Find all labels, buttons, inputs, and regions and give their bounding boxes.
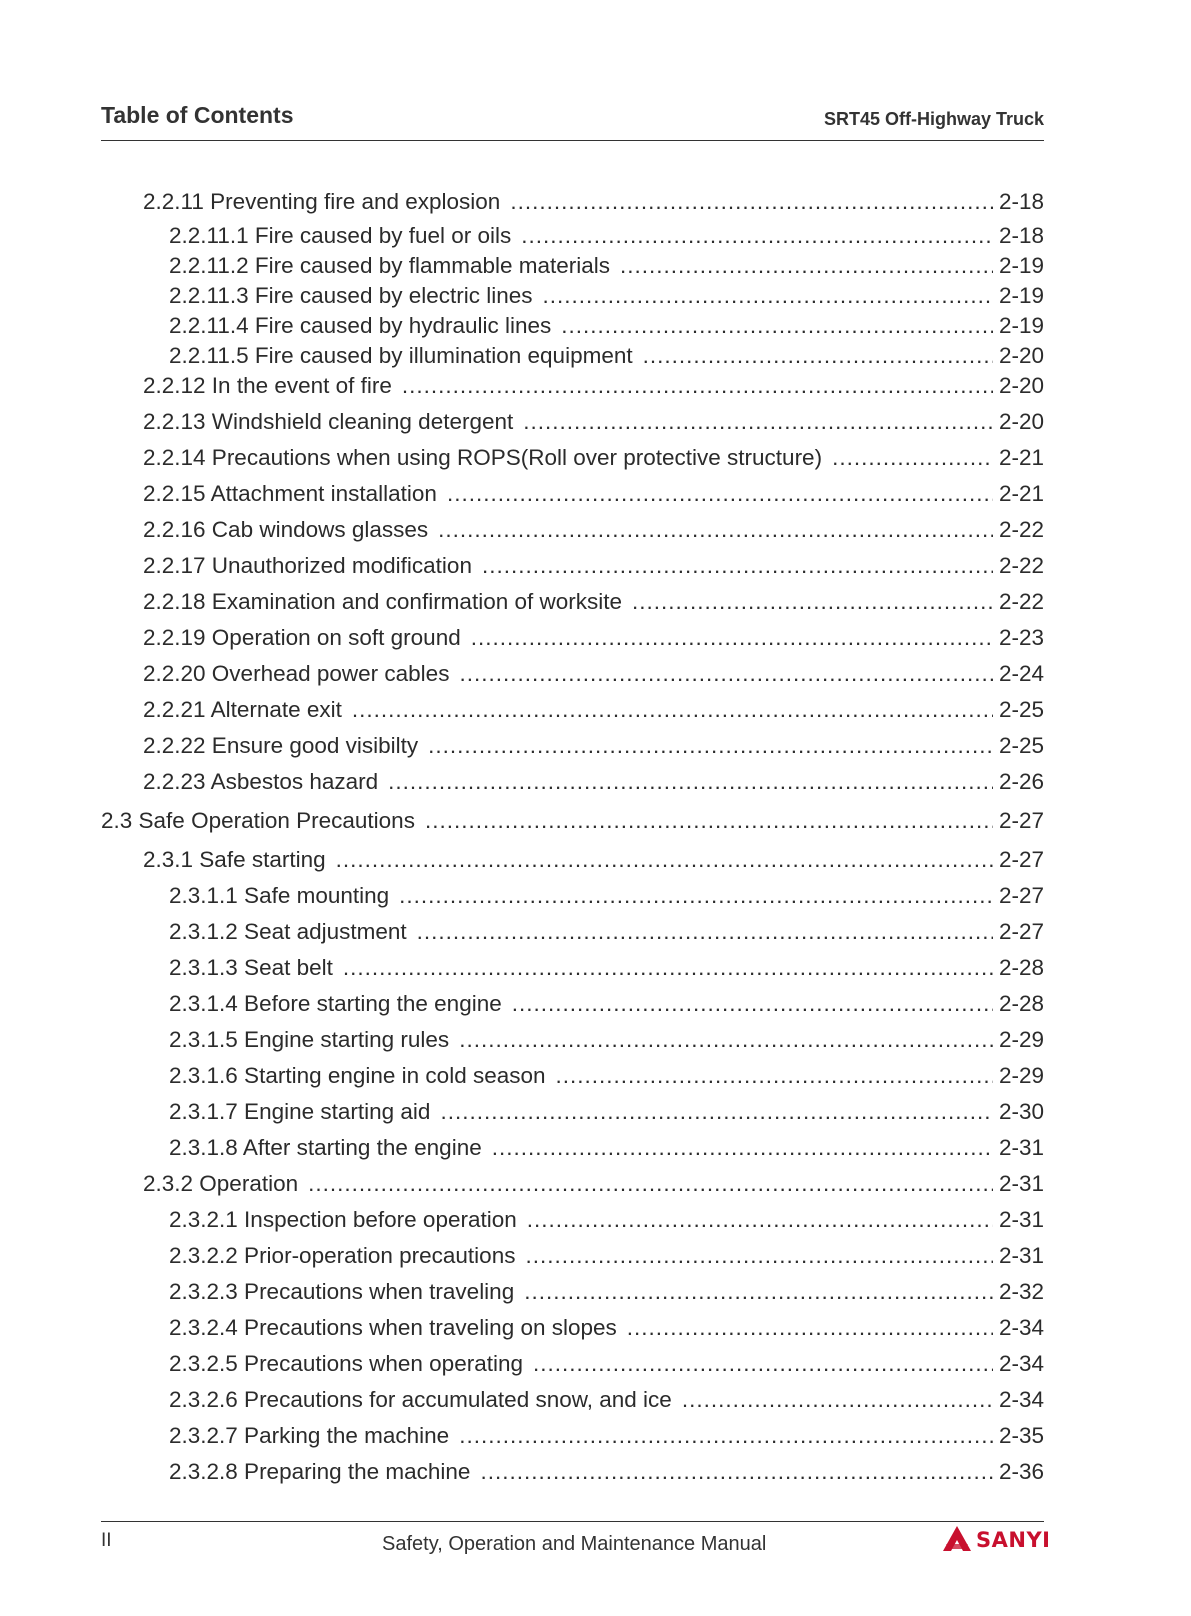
toc-entry-page: 2-29 [998,1027,1044,1052]
toc-leader-dots [480,1458,993,1486]
toc-entry[interactable] [169,1134,1044,1162]
toc-leader-dots [343,954,993,982]
toc-leader-dots [510,188,993,216]
toc-entry-page: 2-19 [998,283,1044,308]
toc-entry-page: 2-19 [998,253,1044,278]
toc-entry[interactable] [143,552,1044,580]
toc-entry-page: 2-34 [998,1315,1044,1340]
toc-entry-title: 2.2.16 Cab windows glasses [143,517,429,542]
manual-title: Safety, Operation and Maintenance Manual [382,1533,767,1555]
toc-leader-dots [492,1134,993,1162]
toc-entry-title: 2.3 Safe Operation Precautions [101,808,415,833]
toc-entry-title: 2.2.18 Examination and confirmation of worksite [143,589,623,614]
toc-entry-page: 2-20 [998,343,1044,368]
toc-entry-page: 2-35 [998,1423,1044,1448]
toc-entry-title: 2.2.19 Operation on soft ground [143,625,461,650]
toc-entry-title: 2.3.2.7 Parking the machine [169,1423,450,1448]
toc-entry-title: 2.3.2.1 Inspection before operation [169,1207,517,1232]
toc-leader-dots [521,222,993,250]
toc-leader-dots [399,882,993,910]
toc-entry-title: 2.3.1.6 Starting engine in cold season [169,1063,546,1088]
toc-entry[interactable] [169,1026,1044,1054]
toc-entry-title: 2.2.14 Precautions when using ROPS(Roll over protective structure) [143,445,823,470]
toc-leader-dots [440,1098,993,1126]
toc-leader-dots [620,252,993,280]
toc-entry-page: 2-34 [998,1387,1044,1412]
toc-entry[interactable] [169,882,1044,910]
toc-entry-title: 2.3.1.8 After starting the engine [169,1135,482,1160]
toc-entry-page: 2-25 [998,697,1044,722]
toc-entry-page: 2-36 [998,1459,1044,1484]
toc-entry[interactable] [143,188,1044,216]
toc-entry-title: 2.3.2.8 Preparing the machine [169,1459,471,1484]
header-divider [101,140,1044,141]
sanyi-emblem-icon [942,1525,972,1555]
toc-entry-title: 2.2.11.2 Fire caused by flammable materials [169,253,611,278]
toc-leader-dots [543,282,993,310]
toc-entry[interactable] [169,918,1044,946]
toc-entry[interactable] [169,1242,1044,1270]
toc-leader-dots [627,1314,993,1342]
footer-divider [101,1521,1044,1522]
toc-entry[interactable] [169,312,1044,340]
toc-entry-title: 2.3.1.5 Engine starting rules [169,1027,450,1052]
toc-entry-page: 2-23 [998,625,1044,650]
toc-entry-page: 2-34 [998,1351,1044,1376]
toc-leader-dots [556,1062,993,1090]
toc-leader-dots [425,807,993,835]
toc-entry-page: 2-31 [998,1171,1044,1196]
toc-entry-title: 2.2.11.1 Fire caused by fuel or oils [169,223,512,248]
toc-leader-dots [308,1170,993,1198]
toc-leader-dots [438,516,993,544]
toc-leader-dots [388,768,993,796]
toc-entry-page: 2-31 [998,1135,1044,1160]
toc-leader-dots [682,1386,993,1414]
toc-entry[interactable] [169,252,1044,280]
toc-leader-dots [459,1026,993,1054]
toc-leader-dots [402,372,993,400]
toc-entry-page: 2-27 [998,883,1044,908]
toc-leader-dots [523,408,993,436]
toc-entry-page: 2-24 [998,661,1044,686]
toc-entry-title: 2.3.1.4 Before starting the engine [169,991,502,1016]
toc-entry-title: 2.3.2 Operation [143,1171,299,1196]
toc-entry-title: 2.3.1.3 Seat belt [169,955,333,980]
toc-entry-page: 2-18 [998,223,1044,248]
toc-entry-page: 2-31 [998,1207,1044,1232]
toc-leader-dots [632,588,993,616]
toc-leader-dots [352,696,993,724]
toc-entry-title: 2.2.11.4 Fire caused by hydraulic lines [169,313,552,338]
toc-entry-title: 2.2.21 Alternate exit [143,697,342,722]
toc-entry[interactable] [169,1458,1044,1486]
brand-name: SANYI [976,1528,1051,1552]
toc-entry-title: 2.2.11.3 Fire caused by electric lines [169,283,533,308]
toc-entry[interactable] [169,222,1044,250]
toc-entry[interactable] [143,732,1044,760]
toc-entry-page: 2-32 [998,1279,1044,1304]
toc-entry-title: 2.2.22 Ensure good visibilty [143,733,419,758]
toc-entry[interactable] [169,954,1044,982]
toc-entry[interactable] [169,1278,1044,1306]
page-section-title: Table of Contents [101,102,294,128]
toc-entry-title: 2.3.2.4 Precautions when traveling on slopes [169,1315,617,1340]
toc-entry-page: 2-19 [998,313,1044,338]
toc-entry[interactable] [143,588,1044,616]
toc-entry-page: 2-21 [998,445,1044,470]
toc-leader-dots [561,312,993,340]
toc-entry-page: 2-25 [998,733,1044,758]
toc-entry-page: 2-22 [998,553,1044,578]
toc-entry-page: 2-18 [998,189,1044,214]
toc-entry[interactable] [143,444,1044,472]
toc-entry-page: 2-20 [998,373,1044,398]
toc-entry-title: 2.2.11 Preventing fire and explosion [143,189,501,214]
sanyi-logo [942,1525,1050,1555]
toc-entry[interactable] [169,1422,1044,1450]
toc-leader-dots [512,990,993,1018]
toc-entry[interactable] [143,480,1044,508]
toc-entry[interactable] [169,990,1044,1018]
toc-entry[interactable] [143,516,1044,544]
toc-entry[interactable] [169,1098,1044,1126]
toc-entry-page: 2-22 [998,517,1044,542]
toc-entry[interactable] [143,372,1044,400]
page-number: II [101,1530,112,1551]
toc-entry[interactable] [169,1206,1044,1234]
toc-entry-page: 2-27 [998,919,1044,944]
toc-entry[interactable] [169,282,1044,310]
toc-entry[interactable] [143,624,1044,652]
toc-entry-page: 2-22 [998,589,1044,614]
toc-entry[interactable] [143,660,1044,688]
toc-leader-dots [525,1242,992,1270]
toc-entry-title: 2.3.2.2 Prior-operation precautions [169,1243,516,1268]
toc-leader-dots [524,1278,993,1306]
toc-entry-title: 2.2.17 Unauthorized modification [143,553,472,578]
toc-entry-page: 2-27 [998,847,1044,872]
toc-entry-title: 2.2.13 Windshield cleaning detergent [143,409,514,434]
toc-entry-page: 2-20 [998,409,1044,434]
toc-entry[interactable] [143,408,1044,436]
toc-entry[interactable] [169,342,1044,370]
toc-entry[interactable] [101,807,1044,835]
toc-entry-page: 2-26 [998,769,1044,794]
toc-entry-title: 2.3.2.6 Precautions for accumulated snow, and ice [169,1387,672,1412]
toc-leader-dots [832,444,993,472]
toc-entry-title: 2.2.23 Asbestos hazard [143,769,379,794]
toc-entry-title: 2.2.11.5 Fire caused by illumination equipment [169,343,633,368]
toc-entry[interactable] [169,1314,1044,1342]
toc-leader-dots [459,660,993,688]
toc-leader-dots [459,1422,993,1450]
toc-entry[interactable] [143,768,1044,796]
toc-entry-page: 2-30 [998,1099,1044,1124]
toc-leader-dots [417,918,993,946]
toc-entry-title: 2.3.1.7 Engine starting aid [169,1099,431,1124]
toc-entry-title: 2.3.1 Safe starting [143,847,326,872]
toc-entry[interactable] [143,1170,1044,1198]
toc-leader-dots [428,732,993,760]
toc-entry-page: 2-31 [998,1243,1044,1268]
toc-leader-dots [527,1206,993,1234]
toc-entry-page: 2-28 [998,991,1044,1016]
document-product-title: SRT45 Off-Highway Truck [823,109,1044,129]
toc-entry[interactable] [169,1350,1044,1378]
toc-entry-page: 2-27 [998,808,1044,833]
toc-entry-title: 2.2.15 Attachment installation [143,481,437,506]
toc-entry-page: 2-28 [998,955,1044,980]
toc-entry-title: 2.2.20 Overhead power cables [143,661,450,686]
toc-leader-dots [471,624,993,652]
toc-leader-dots [643,342,993,370]
toc-leader-dots [482,552,993,580]
toc-entry-title: 2.3.1.2 Seat adjustment [169,919,407,944]
toc-leader-dots [533,1350,993,1378]
toc-entry[interactable] [169,1062,1044,1090]
toc-leader-dots [447,480,993,508]
toc-entry-title: 2.3.2.5 Precautions when operating [169,1351,523,1376]
toc-entry[interactable] [143,846,1044,874]
toc-entry-page: 2-21 [998,481,1044,506]
toc-entry[interactable] [169,1386,1044,1414]
toc-leader-dots [336,846,993,874]
toc-entry-title: 2.3.2.3 Precautions when traveling [169,1279,515,1304]
toc-entry[interactable] [143,696,1044,724]
toc-entry-title: 2.2.12 In the event of fire [143,373,392,398]
toc-entry-page: 2-29 [998,1063,1044,1088]
toc-entry-title: 2.3.1.1 Safe mounting [169,883,390,908]
